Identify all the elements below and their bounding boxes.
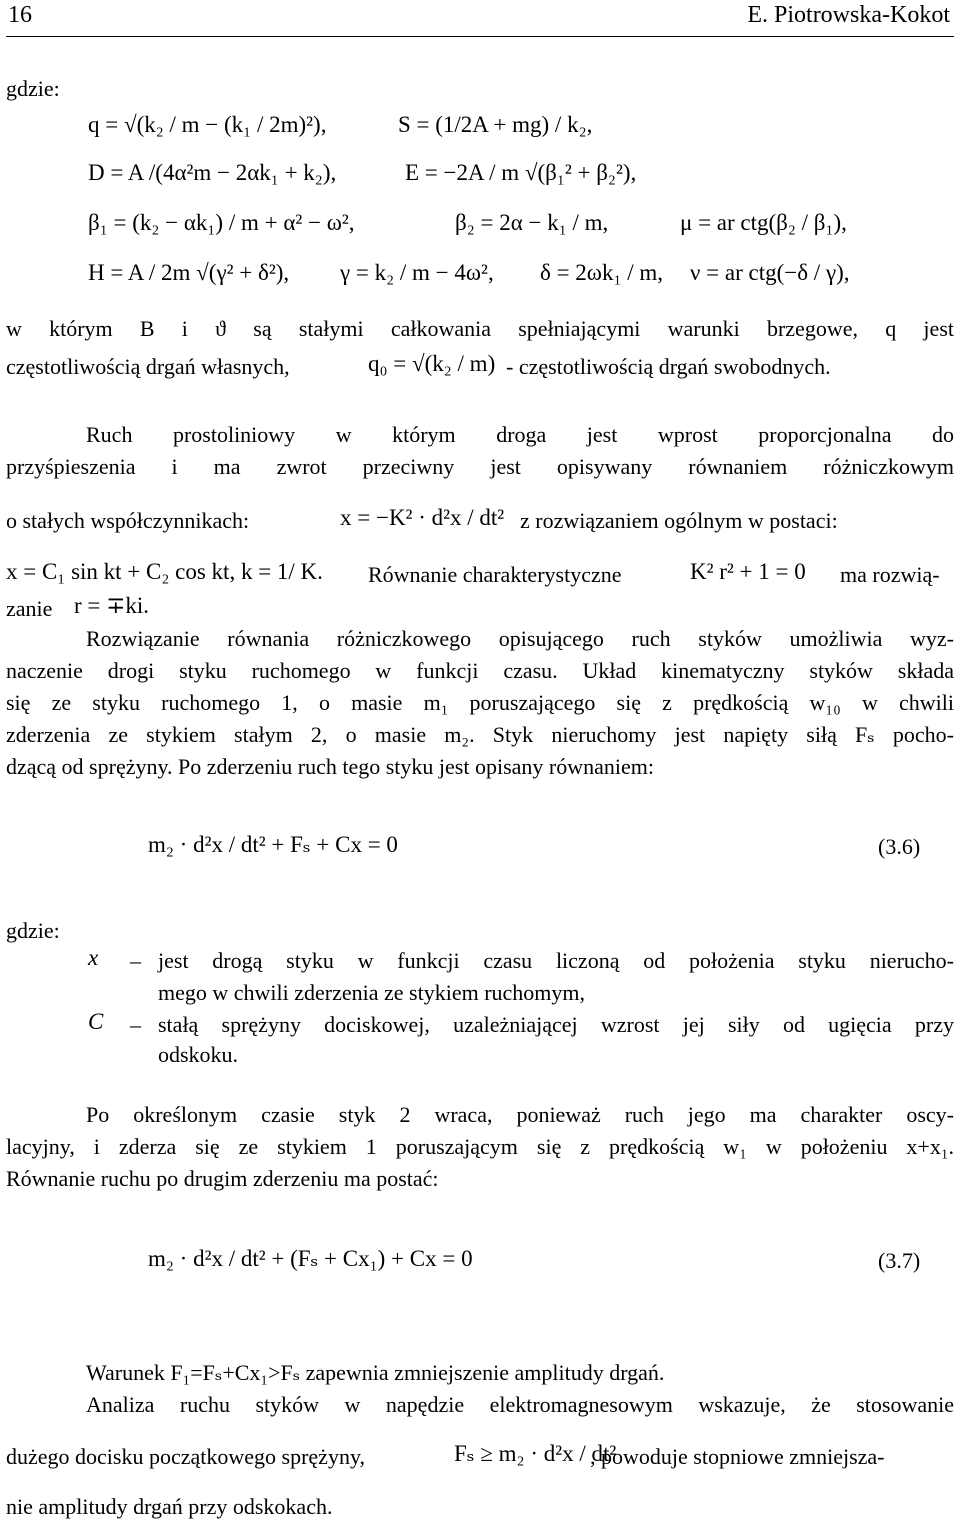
equation-3-7: m₂ · d²x / dt² + (Fₛ + Cx₁) + Cx = 0 — [148, 1246, 473, 1271]
para1-line2b: - częstotliwością drgań swobodnych. — [506, 354, 831, 379]
para4-line1: Po określonym czasie styk 2 wraca, ponieważ ruch jego ma charakter oscy- — [86, 1102, 954, 1127]
para2-char-eq: K² r² + 1 = 0 — [690, 559, 806, 584]
para5-line2: Analiza ruchu styków w napędzie elektromagnesowym wskazuje, że stosowanie — [86, 1392, 954, 1417]
para3-line5: dzącą od sprężyny. Po zderzeniu ruch tego styku jest opisany równaniem: — [6, 754, 654, 779]
def-beta2: β₂ = 2α − k₁ / m, — [455, 210, 609, 235]
var-x-dash: – — [130, 948, 141, 973]
para3-line2: naczenie drogi styku ruchomego w funkcji czasu. Układ kinematyczny styków składa — [6, 658, 954, 683]
para5-line3b: , powoduje stopniowe zmniejsza- — [590, 1444, 885, 1469]
para3-line1: Rozwiązanie równania różniczkowego opisującego ruch styków umożliwia wyz- — [86, 626, 954, 651]
running-head: E. Piotrowska-Kokot — [747, 2, 950, 28]
def-nu: ν = ar ctg(−δ / γ), — [690, 260, 850, 285]
def-d: D = A /(4α²m − 2αk₁ + k₂), — [88, 160, 337, 185]
para1-line2a: częstotliwością drgań własnych, — [6, 354, 290, 379]
para5-inequality: Fₛ ≥ m₂ · d²x / dt² — [454, 1441, 617, 1466]
para4-line2: lacyjny, i zderza się ze stykiem 1 poruszającym się z prędkością w₁ w położeniu x+x₁. — [6, 1134, 954, 1159]
para2-ode: x = −K² · d²x / dt² — [340, 505, 505, 530]
def-beta1: β₁ = (k₂ − αk₁) / m + α² − ω², — [88, 210, 355, 235]
page-number: 16 — [8, 2, 32, 28]
para3-line3: się ze styku ruchomego 1, o masie m₁ poruszającego się z prędkością w₁₀ w chwili — [6, 690, 954, 715]
para2-line2: przyśpieszenia i ma zwrot przeciwny jest opisywany równaniem różniczkowym — [6, 454, 954, 479]
para3-line4: zderzenia ze stykiem stałym 2, o masie m₂. Styk nieruchomy jest napięty siłą Fₛ pocho- — [6, 722, 954, 747]
var-x-symbol: x — [88, 945, 99, 970]
para5-line4: nie amplitudy drgań przy odskokach. — [6, 1494, 333, 1519]
var-x-line2: mego w chwili zderzenia ze stykiem ruchomym, — [158, 980, 586, 1005]
def-e: E = −2A / m √(β₁² + β₂²), — [405, 160, 637, 185]
para2-line4a: Równanie charakterystyczne — [368, 562, 622, 587]
header-rule — [6, 36, 954, 37]
def-mu: μ = ar ctg(β₂ / β₁), — [680, 210, 847, 235]
para1-formula-q0: q₀ = √(k₂ / m) — [368, 351, 496, 376]
para4-line3: Równanie ruchu po drugim zderzeniu ma postać: — [6, 1166, 439, 1191]
para2-solution: x = C₁ sin kt + C₂ cos kt, k = 1/ K. — [6, 559, 323, 584]
gdzie-label-2: gdzie: — [6, 918, 60, 943]
para5-line3a: dużego docisku początkowego sprężyny, — [6, 1444, 366, 1469]
var-c-symbol: C — [88, 1009, 104, 1034]
def-gamma: γ = k₂ / m − 4ω², — [340, 260, 494, 285]
var-c-line1: stałą sprężyny dociskowej, uzależniającej wzrost jej siły od ugięcia przy — [158, 1012, 954, 1037]
var-c-dash: – — [130, 1012, 141, 1037]
para2-line3a: o stałych współczynnikach: — [6, 508, 250, 533]
para1-line1: w którym B i ϑ są stałymi całkowania spełniającymi warunki brzegowe, q jest — [6, 316, 954, 341]
gdzie-label: gdzie: — [6, 76, 60, 101]
para5-line1: Warunek F₁=Fₛ+Cx₁>Fₛ zapewnia zmniejszenie amplitudy drgań. — [86, 1360, 665, 1385]
var-c-line2: odskoku. — [158, 1042, 239, 1067]
equation-number-3-6: (3.6) — [878, 834, 921, 859]
def-h: H = A / 2m √(γ² + δ²), — [88, 260, 290, 285]
para2-line3b: z rozwiązaniem ogólnym w postaci: — [520, 508, 838, 533]
equation-3-6: m₂ · d²x / dt² + Fₛ + Cx = 0 — [148, 832, 398, 857]
para2-root: r = ∓ki. — [74, 593, 150, 618]
para2-line4b: ma rozwią- — [840, 562, 940, 587]
var-x-line1: jest drogą styku w funkcji czasu liczoną od położenia styku nierucho- — [158, 948, 954, 973]
para2-line1: Ruch prostoliniowy w którym droga jest wprost proporcjonalna do — [86, 422, 954, 447]
para2-line5a: zanie — [6, 596, 53, 621]
def-s: S = (1/2A + mg) / k₂, — [398, 112, 593, 137]
def-delta: δ = 2ωk₁ / m, — [540, 260, 663, 285]
def-q: q = √(k₂ / m − (k₁ / 2m)²), — [88, 112, 327, 137]
equation-number-3-7: (3.7) — [878, 1248, 921, 1273]
